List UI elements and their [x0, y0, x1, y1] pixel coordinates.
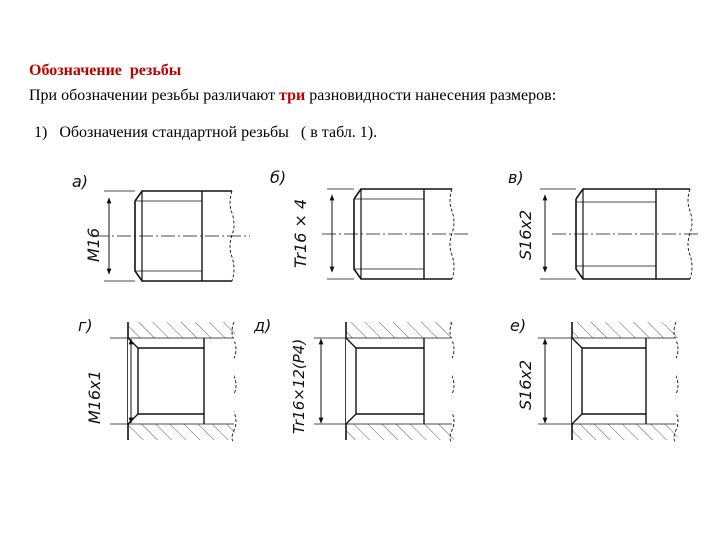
- hatched-section-top: [128, 322, 236, 338]
- figure-c-label: в): [508, 168, 524, 187]
- figure-e-internal-thread: [510, 316, 678, 442]
- figure-d-internal-thread: [253, 316, 454, 442]
- figure-c-dimension: S16x2: [516, 209, 535, 260]
- figure-a-external-thread: [72, 172, 250, 281]
- figure-g-internal-thread: [78, 316, 236, 442]
- figure-g-label: г): [78, 316, 93, 335]
- figure-e-label: е): [510, 316, 527, 335]
- list-item-1: 1) Обозначения стандартной резьбы ( в табл. 1).: [34, 124, 378, 141]
- intro-before: При обозначении резьбы различают: [29, 87, 280, 104]
- hatched-section-bottom: [346, 424, 454, 440]
- figure-b-external-thread: [270, 168, 468, 279]
- hatched-section-bottom: [572, 424, 678, 440]
- figure-d-dimension: Tr16×12(P4): [290, 338, 308, 434]
- figure-a-dimension: М16: [84, 227, 103, 262]
- figure-d-label: д): [254, 316, 272, 335]
- intro-after: разновидности нанесения размеров:: [305, 87, 557, 104]
- intro-highlight: три: [279, 87, 306, 104]
- figure-a-label: а): [72, 172, 89, 191]
- figure-c-external-thread: [508, 168, 700, 279]
- hatched-section-top: [346, 322, 454, 338]
- figure-b-dimension: Tr16 × 4: [291, 198, 310, 268]
- figure-b-label: б): [270, 168, 287, 187]
- figure-e-dimension: S16x2: [516, 359, 535, 410]
- hatched-section-bottom: [128, 424, 236, 440]
- hatched-section-top: [572, 322, 678, 338]
- figure-g-dimension: М16x1: [85, 370, 104, 424]
- slide-title: Обозначение резьбы: [29, 62, 182, 79]
